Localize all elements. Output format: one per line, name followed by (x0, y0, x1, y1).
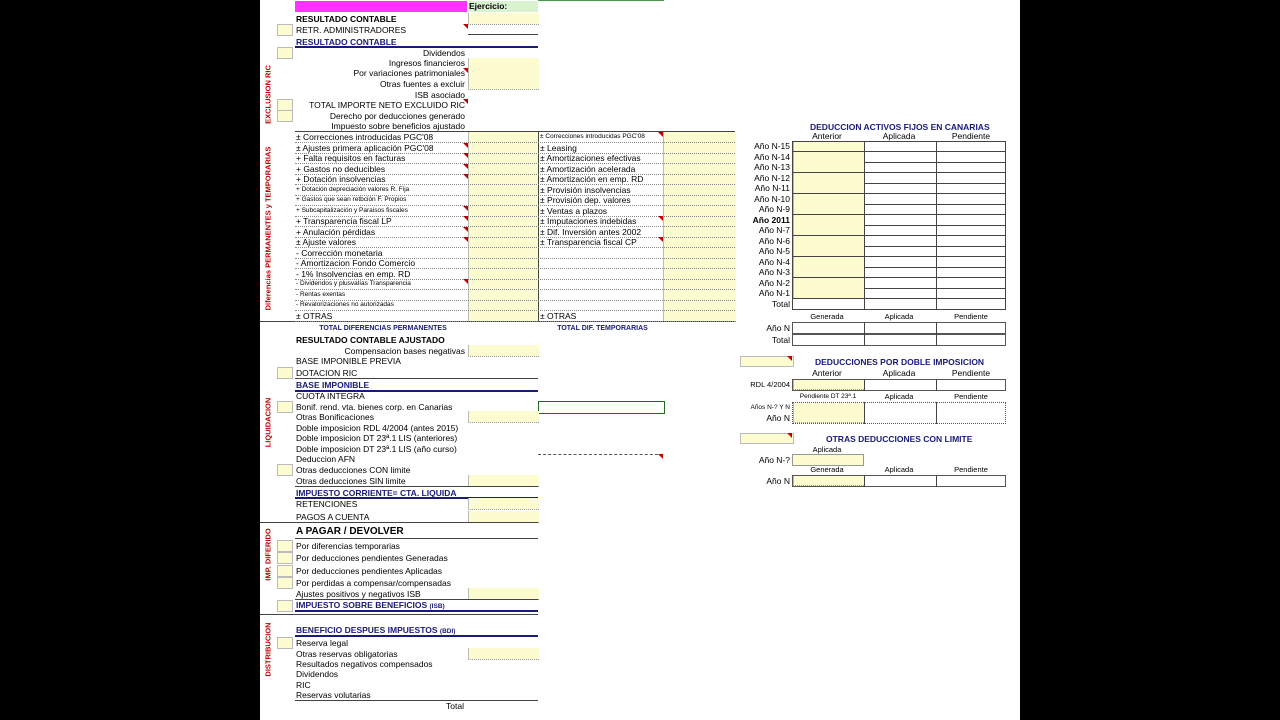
resultados-neg: Resultados negativos compensados (296, 659, 433, 669)
af-row2-ano-n: Año N (766, 323, 790, 333)
divider (260, 522, 538, 523)
isb-asociado: ISB asociado (414, 90, 465, 100)
divider (538, 454, 663, 455)
section-imp-diferido: IMP. DIFERIDO (263, 528, 273, 581)
bdi-title-text: BENEFICIO DESPUES IMPUESTOS (296, 625, 438, 635)
section-liquidacion: LIQUIDACION (263, 397, 273, 448)
divider (295, 610, 538, 612)
permanente-item: + Dotación depreciación valores R. Fija (296, 185, 410, 193)
otras-limite-title: OTRAS DEDUCCIONES CON LIMITE (826, 434, 973, 444)
temporaria-item: ± Amortización en emp. RD (540, 174, 644, 184)
comment-marker (658, 132, 663, 137)
ol-col-aplicada: Aplicada (812, 445, 842, 454)
retenciones: RETENCIONES (296, 499, 358, 509)
otras-limite-check[interactable] (740, 433, 794, 444)
ol-row-ano-n: Año N (766, 476, 790, 486)
af-col-line (936, 141, 937, 310)
comment-marker (463, 206, 468, 211)
ingresos-financieros: Ingresos financieros (388, 58, 465, 68)
otras-fuentes: Otras fuentes a excluir (379, 79, 465, 89)
temporaria-item: ± Leasing (540, 142, 577, 153)
total-temporarias: TOTAL DIF. TEMPORARIAS (557, 325, 648, 332)
temporaria-item: ± Ventas a plazos (540, 205, 608, 216)
dividendos-label: Dividendos (422, 48, 465, 58)
ol-col2-pendiente: Pendiente (954, 465, 988, 474)
comment-marker (463, 227, 468, 232)
af-col2-aplicada: Aplicada (884, 312, 914, 321)
dist-ric: RIC (296, 680, 311, 690)
reservas-vol: Reservas volutarias (296, 690, 371, 700)
comment-marker (463, 153, 468, 158)
af-row-label: Año N-4 (758, 256, 790, 267)
af-row-label: Año N-12 (754, 172, 790, 183)
reserva-legal: Reserva legal (296, 638, 348, 648)
af-row-label: Año N-6 (758, 235, 790, 246)
row-divider (295, 310, 735, 311)
permanente-item: + Gastos que sean retbción F. Propios (296, 196, 407, 203)
retr-administradores: RETR. ADMINISTRADORES (296, 25, 407, 35)
ejercicio-label: Ejercicio: (469, 1, 508, 11)
di-row-ano-n: Año N (766, 413, 790, 423)
comment-marker (463, 68, 468, 73)
comment-marker (658, 216, 663, 221)
ol-col2-generada: Generada (810, 465, 844, 474)
column-divider (936, 475, 937, 487)
comment-marker (658, 454, 663, 459)
comment-marker (463, 216, 468, 221)
permanente-item: ± Correcciones introducidas PGC'08 (296, 132, 434, 142)
comment-marker (463, 143, 468, 148)
spreadsheet-sheet (260, 0, 1020, 720)
dif-temp-check[interactable] (277, 540, 293, 552)
temporaria-item: ± Dif. Inversión antes 2002 (540, 226, 642, 237)
af-col-line (864, 141, 865, 310)
af-row-line (792, 309, 1005, 310)
compensacion-input[interactable] (468, 345, 539, 357)
permanente-item: + Dotación insolvencias (296, 174, 386, 184)
comment-marker (787, 356, 792, 361)
retenciones-input[interactable] (468, 498, 539, 510)
base-previa: BASE IMPONIBLE PREVIA (296, 356, 401, 366)
header-green-line (538, 0, 664, 1)
doble-title: DEDUCCIONES POR DOBLE IMPOSICION (815, 357, 985, 367)
af-ano-n-row[interactable] (792, 322, 1006, 334)
dist-dividendos: Dividendos (296, 669, 339, 679)
permanente-item: + Falta requisitos en facturas (296, 153, 406, 163)
di-rows-2-input[interactable] (793, 403, 864, 423)
af-col-anterior: Anterior (812, 131, 842, 141)
di-col2-aplicada: Aplicada (884, 392, 914, 401)
resultado-contable-2: RESULTADO CONTABLE (296, 37, 397, 47)
column-divider (864, 379, 865, 391)
af-row-label: Año N-11 (754, 183, 790, 193)
exclusion-inputs[interactable] (468, 58, 539, 90)
divider (295, 378, 538, 379)
column-divider (936, 379, 937, 391)
compensacion: Compensacion bases negativas (344, 346, 465, 356)
otras-reservas-input[interactable] (468, 648, 539, 660)
resultado-contable-1-input[interactable] (468, 13, 539, 25)
af-row-label: Total (772, 298, 790, 309)
impuesto-ajustado: Impuesto sobre beneficios ajustado (331, 121, 465, 131)
perdidas: Por perdidas a compensar/compensadas (296, 578, 451, 588)
comment-marker (463, 237, 468, 242)
af-col-line (1005, 141, 1006, 310)
temporaria-item: ± Amortizaciones efectivas (540, 153, 641, 163)
af-top-line (792, 141, 1005, 142)
ded-aplicadas-check[interactable] (277, 565, 293, 577)
doble-curso: Doble imposicion DT 23ª.1 LIS (año curso) (296, 444, 457, 454)
permanente-item: - Corrección monetaria (296, 247, 383, 258)
di-col-pendiente: Pendiente (951, 368, 991, 378)
reserva-legal-check[interactable] (277, 637, 293, 649)
resultado-ajustado: RESULTADO CONTABLE AJUSTADO (296, 335, 445, 345)
bdi-suffix: (BDI) (439, 628, 456, 635)
af-col-line (792, 141, 793, 310)
otras-bonif: Otras Bonificaciones (296, 412, 374, 422)
temporaria-item: ± Correcciones introducidas PGC'08 (540, 133, 645, 140)
dotacion-ric: DOTACION RIC (296, 368, 358, 378)
ajustes-isb: Ajustes positivos y negativos ISB (296, 589, 421, 599)
af-col2-generada: Generada (810, 312, 844, 321)
total-neto: TOTAL IMPORTE NETO EXCLUIDO RIC (309, 100, 465, 110)
a-pagar: A PAGAR / DEVOLVER (296, 526, 404, 537)
variaciones: Por variaciones patrimoniales (353, 68, 465, 78)
doble-ant: Doble imposicion DT 23ª.1 LIS (anteriores) (296, 433, 458, 443)
column-divider (538, 132, 539, 322)
permanente-item: - Rentas exentas (296, 290, 346, 298)
header-magenta-bar (295, 1, 467, 12)
permanente-item: + Gastos no deducibles (296, 163, 386, 174)
cuota-integra: CUOTA INTEGRA (296, 391, 365, 401)
af-col-pendiente: Pendiente (951, 131, 991, 141)
column-divider (864, 402, 865, 424)
permanente-item: + Anulación pérdidas (296, 226, 376, 237)
otras-sin: Otras deducciones SIN limite (296, 476, 406, 486)
column-divider (936, 402, 937, 424)
comment-marker (463, 99, 468, 104)
af-col2-pendiente: Pendiente (954, 312, 988, 321)
temporaria-item: ± Imputaciones indebidas (540, 216, 637, 226)
bonif: Bonif. rend. vta. bienes corp. en Canarias (296, 402, 453, 412)
temporaria-item: ± Transparencia fiscal CP (540, 237, 637, 247)
ded-aplicadas: Por deducciones pendientes Aplicadas (296, 566, 443, 576)
af-row-line (792, 298, 1005, 299)
activos-fijos-title: DEDUCCION ACTIVOS FIJOS EN CANARIAS (810, 122, 990, 132)
retr-admin-check[interactable] (277, 24, 293, 36)
divider (295, 635, 538, 637)
doble-check[interactable] (740, 356, 794, 367)
comment-marker (463, 24, 468, 29)
isb-suffix: (ISB) (429, 603, 445, 610)
selected-cell[interactable] (538, 401, 665, 414)
af-row-label: Año N-9 (758, 204, 790, 214)
permanente-item: ± Ajustes primera aplicación PGC'08 (296, 142, 434, 153)
dividendos-check[interactable] (277, 47, 293, 59)
permanente-item: - Dividendos y plusvalías Transparencia (296, 280, 411, 287)
impuesto-corriente: IMPUESTO CORRIENTE= CTA. LIQUIDA (296, 488, 457, 498)
comment-marker (463, 174, 468, 179)
otras-con: Otras deducciones CON limite (296, 465, 411, 475)
perdidas-check[interactable] (277, 577, 293, 589)
row-divider (295, 237, 735, 238)
dist-total: Total (446, 701, 464, 711)
base-imponible: BASE IMPONIBLE (296, 380, 370, 390)
section-diferencias: Diferencias PERMANENTES y TEMPORARIAS (263, 146, 273, 311)
divider (295, 538, 538, 539)
di-col-aplicada: Aplicada (882, 368, 916, 378)
af-col-aplicada: Aplicada (882, 131, 916, 141)
comment-marker (463, 164, 468, 169)
pagos: PAGOS A CUENTA (296, 512, 370, 522)
di-row-rdl: RDL 4/2004 (750, 380, 790, 389)
section-exclusion-ric: EXCLUSION RIC (263, 65, 273, 124)
section-distribucion: DISTRIBUCION (263, 622, 273, 677)
di-rdl-input[interactable] (793, 380, 864, 390)
temporaria-item: ± Provisión dep. valores (540, 195, 631, 205)
af-row-label: Año N-5 (758, 246, 790, 256)
di-row-anos: Años N-? Y N (750, 404, 790, 411)
di-col2-pendiente: Pendiente (954, 392, 988, 401)
column-divider (864, 475, 865, 487)
af-row-label: Año N-14 (754, 151, 790, 162)
row-divider (295, 321, 735, 322)
divider (295, 700, 538, 701)
permanente-item: + Subcapitalización y Paraisos fiscales (296, 206, 408, 214)
permanente-item: - Revalorizaciones no autorizadas (296, 301, 394, 308)
divider (468, 34, 538, 35)
isb-title-text: IMPUESTO SOBRE BENEFICIOS (296, 600, 428, 610)
column-divider (936, 322, 937, 345)
af-row-label: Año N-10 (754, 193, 790, 204)
af-row-label: Año 2011 (752, 214, 790, 225)
af-total-row[interactable] (792, 334, 1006, 346)
af-row2-total: Total (772, 335, 790, 345)
isb-check[interactable] (277, 600, 293, 612)
ol-col2-aplicada: Aplicada (884, 465, 914, 474)
ded-generadas-check[interactable] (277, 552, 293, 564)
ded-generadas: Por deducciones pendientes Generadas (296, 553, 448, 563)
ol-row-ano-n1: Año N-? (758, 455, 790, 465)
temporaria-item: ± Provisión insolvencias (540, 184, 631, 195)
permanente-item: - 1% Insolvencias en emp. RD (296, 268, 411, 279)
permanente-item: - Amortizacion Fondo Comercio (296, 258, 416, 268)
ol-ano-n-input[interactable] (793, 476, 864, 486)
permanentes-inputs[interactable] (468, 132, 539, 322)
di-col-anterior: Anterior (812, 368, 842, 378)
di-col2-pendiente-dt: Pendiente DT 23ª.1 (799, 393, 857, 400)
otras-con-check[interactable] (277, 464, 293, 476)
comment-marker (787, 433, 792, 438)
divider (260, 614, 538, 615)
dif-temp: Por diferencias temporarias (296, 541, 400, 551)
af-row-label: Año N-15 (754, 141, 790, 151)
dotacion-ric-check[interactable] (277, 367, 293, 379)
derecho-check[interactable] (277, 110, 293, 122)
permanente-item: + Transparencia fiscal LP (296, 216, 392, 226)
otras-reservas: Otras reservas obligatorias (296, 649, 398, 659)
permanente-item: ± Ajuste valores (296, 237, 356, 247)
temporaria-item: ± Amortización acelerada (540, 163, 636, 174)
resultado-contable-1: RESULTADO CONTABLE (296, 14, 397, 24)
total-permanentes: TOTAL DIFERENCIAS PERMANENTES (319, 325, 447, 332)
bonif-check[interactable] (277, 401, 293, 413)
temporaria-item: ± OTRAS (540, 310, 577, 321)
af-row-label: Año N-3 (758, 267, 790, 277)
af-row-label: Año N-13 (754, 162, 790, 172)
column-divider (864, 322, 865, 345)
otras-bonif-input[interactable] (468, 411, 539, 423)
derecho: Derecho por deducciones generado (329, 111, 465, 121)
af-row-label: Año N-7 (758, 225, 790, 235)
row-divider (295, 289, 735, 290)
deduccion-afn: Deduccion AFN (296, 454, 356, 464)
comment-marker (658, 237, 663, 242)
af-row-label: Año N-1 (758, 288, 790, 298)
divider (295, 486, 538, 487)
af-row-label: Año N-2 (758, 277, 790, 288)
permanente-item: ± OTRAS (296, 310, 333, 321)
comment-marker (463, 279, 468, 284)
doble-rdl: Doble imposicion RDL 4/2004 (antes 2015) (296, 423, 459, 433)
